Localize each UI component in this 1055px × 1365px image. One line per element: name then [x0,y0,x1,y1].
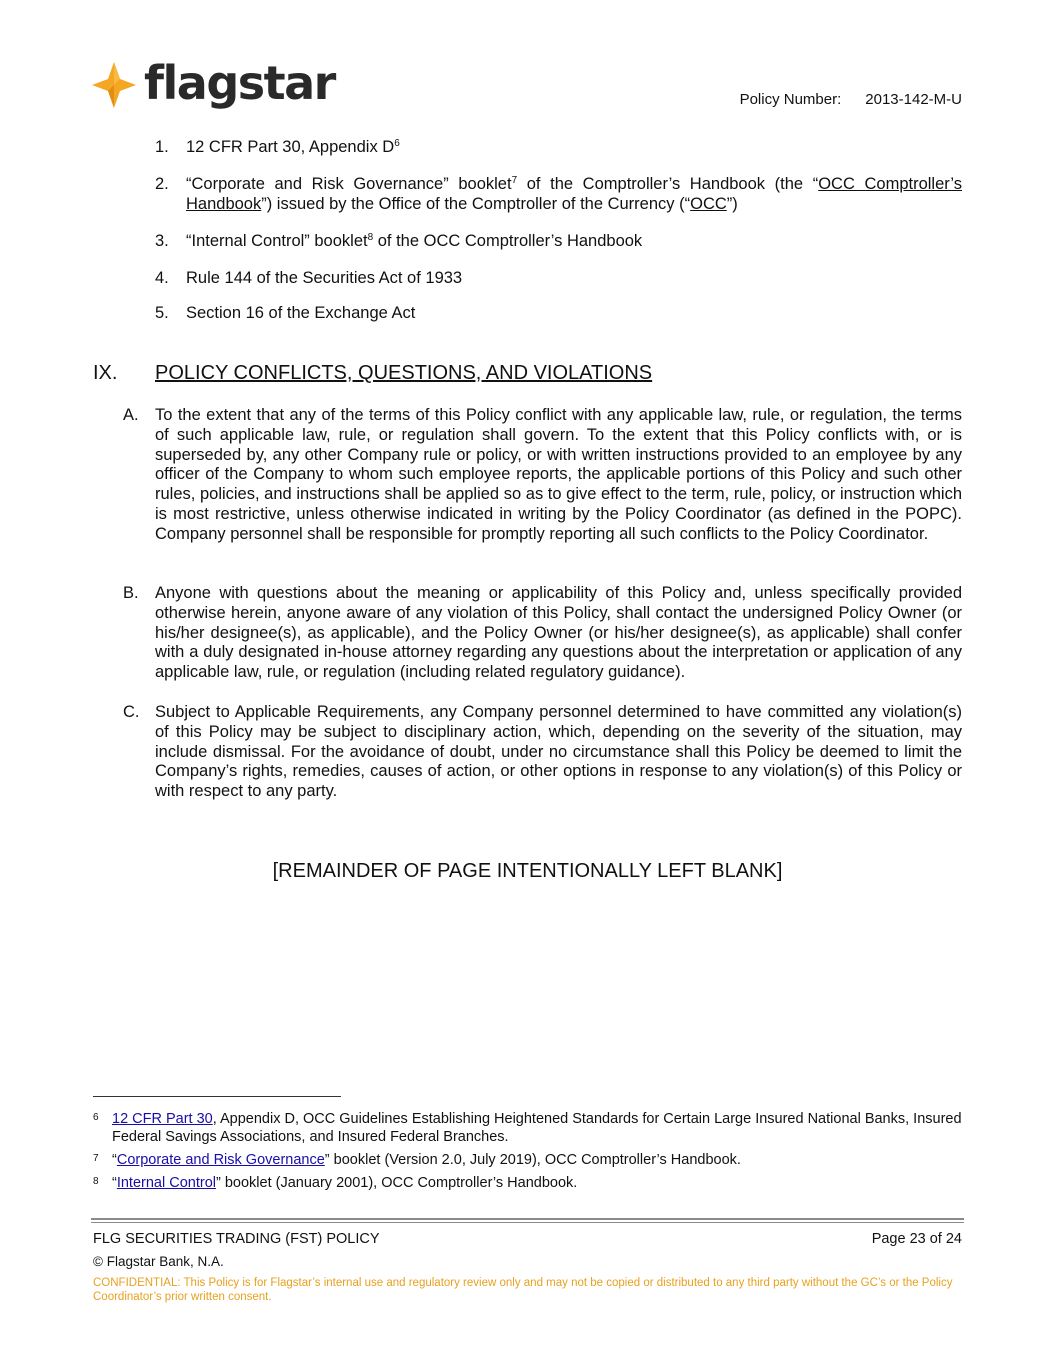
footnote-link[interactable]: 12 CFR Part 30 [112,1111,213,1127]
footnote-link[interactable]: Corporate and Risk Governance [116,1152,325,1168]
paragraph-letter: B. [123,584,139,602]
footer-divider [91,1218,964,1220]
footnote-mark: 8 [93,1176,99,1187]
section-number: IX. [93,362,118,384]
footnote-text: “Corporate and Risk Governance” booklet (Version 2.0, July 2019), OCC Comptroller’s Handbook. [112,1152,741,1168]
footnote-ref[interactable]: 6 [394,138,400,149]
list-number: 2. [155,175,169,193]
policy-number-label: Policy Number: [739,91,842,108]
section-title: POLICY CONFLICTS, QUESTIONS, AND VIOLATIONS [155,362,653,384]
paragraph-a [123,406,962,545]
policy-number [740,91,962,108]
list-number: 4. [155,269,169,287]
paragraph-letter: C. [123,703,140,721]
footnote [93,1152,963,1170]
list-text: Section 16 of the Exchange Act [186,304,416,322]
footnote-mark: 6 [93,1112,99,1123]
logo-wordmark: flagstar [144,56,335,110]
paragraph-b [123,584,962,683]
flagstar-star-icon [92,62,136,108]
footnote-text: “Internal Control” booklet (January 2001), OCC Comptroller’s Handbook. [112,1175,578,1191]
page-number: Page 23 of 24 [871,1231,962,1247]
list-number: 1. [155,138,169,156]
list-text: “Corporate and Risk Governance” booklet$^7$ of the Comptroller’s Handbook (the “OCC Comptroller’s Handbook”) issued by the Office of the Comptroller of the Currency (“OCC”) [186,175,962,213]
flagstar-logo [92,56,335,114]
paragraph-c [123,703,962,802]
footnote-ref[interactable]: 7 [511,175,518,186]
footnote-ref[interactable]: 8 [367,232,374,243]
policy-number-value: 2013-142-M-U [865,91,962,108]
footnote [93,1175,963,1193]
list-number: 3. [155,232,169,250]
confidential-notice: CONFIDENTIAL: This Policy is for Flagstar’s internal use and regulatory review only and may not be copied or distributed to any third party without the GC’s or the Policy Coordinator’s prior written consent. [93,1277,953,1303]
paragraph-text: To the extent that any of the terms of this Policy conflict with any applicable law, rule, or regulation, the terms of such applicable law, rule, or regulation shall govern. To the extent that this Policy conflicts with, or is superseded by, any other Company rule or policy, or with written instructions provided to an employee by any officer of the Company to whom such employee reports, the applicable portions of this Policy and such other rules, policies, and instructions shall be applied so as to give effect to the term, rule, policy, or instruction which is most restrictive, unless otherwise indicated in writing by the Policy Coordinator (as defined in the POPC). Company personnel shall be responsible for promptly reporting all such conflicts to the Policy Coordinator. [155,406,962,543]
paragraph-text: Subject to Applicable Requirements, any Company personnel determined to have committed any violation(s) of this Policy may be subject to disciplinary action, which, depending on the severity of the situation, may include dismissal. For the avoidance of doubt, under no circumstance shall this Policy be deemed to limit the Company’s rights, remedies, causes of action, or other options in response to any violation(s) of this Policy or with respect to any party. [155,703,962,801]
list-text: “Internal Control” booklet$^8$ of the OCC Comptroller’s Handbook [186,232,643,250]
defined-term: OCC [690,195,727,213]
footer-divider [91,1222,964,1223]
defined-term: OCC Comptroller’s Handbook [186,175,962,213]
remainder-notice: [REMAINDER OF PAGE INTENTIONALLY LEFT BLANK] [272,860,783,882]
footnote-link[interactable]: Internal Control [116,1175,216,1191]
list-text: Rule 144 of the Securities Act of 1933 [186,269,463,287]
footnote-text: 12 CFR Part 30, Appendix D, OCC Guidelines Establishing Heightened Standards for Certain Large Insured National Banks, Insured Federal Savings Associations, and Insured Federal Branches. [112,1111,962,1145]
list-number: 5. [155,304,169,322]
footnote [93,1111,963,1146]
paragraph-text: Anyone with questions about the meaning or applicability of this Policy and, unless specifically provided otherwise herein, anyone aware of any violation of this Policy, shall contact the undersigned Policy Owner (or his/her designee(s), as applicable), and the Policy Owner (or his/her designee(s), as applicable) shall confer with a duly designated in-house attorney regarding any questions about the interpretation or application of any applicable law, rule, or regulation (including related regulatory guidance). [155,584,962,682]
footer-copyright: © Flagstar Bank, N.A. [93,1254,224,1269]
list-text: 12 CFR Part 30, Appendix $D^6$ [186,138,400,156]
footer-title: FLG SECURITIES TRADING (FST) POLICY [93,1231,380,1247]
paragraph-letter: A. [123,406,139,424]
footnote-divider [93,1096,341,1097]
footnote-mark: 7 [93,1153,99,1164]
